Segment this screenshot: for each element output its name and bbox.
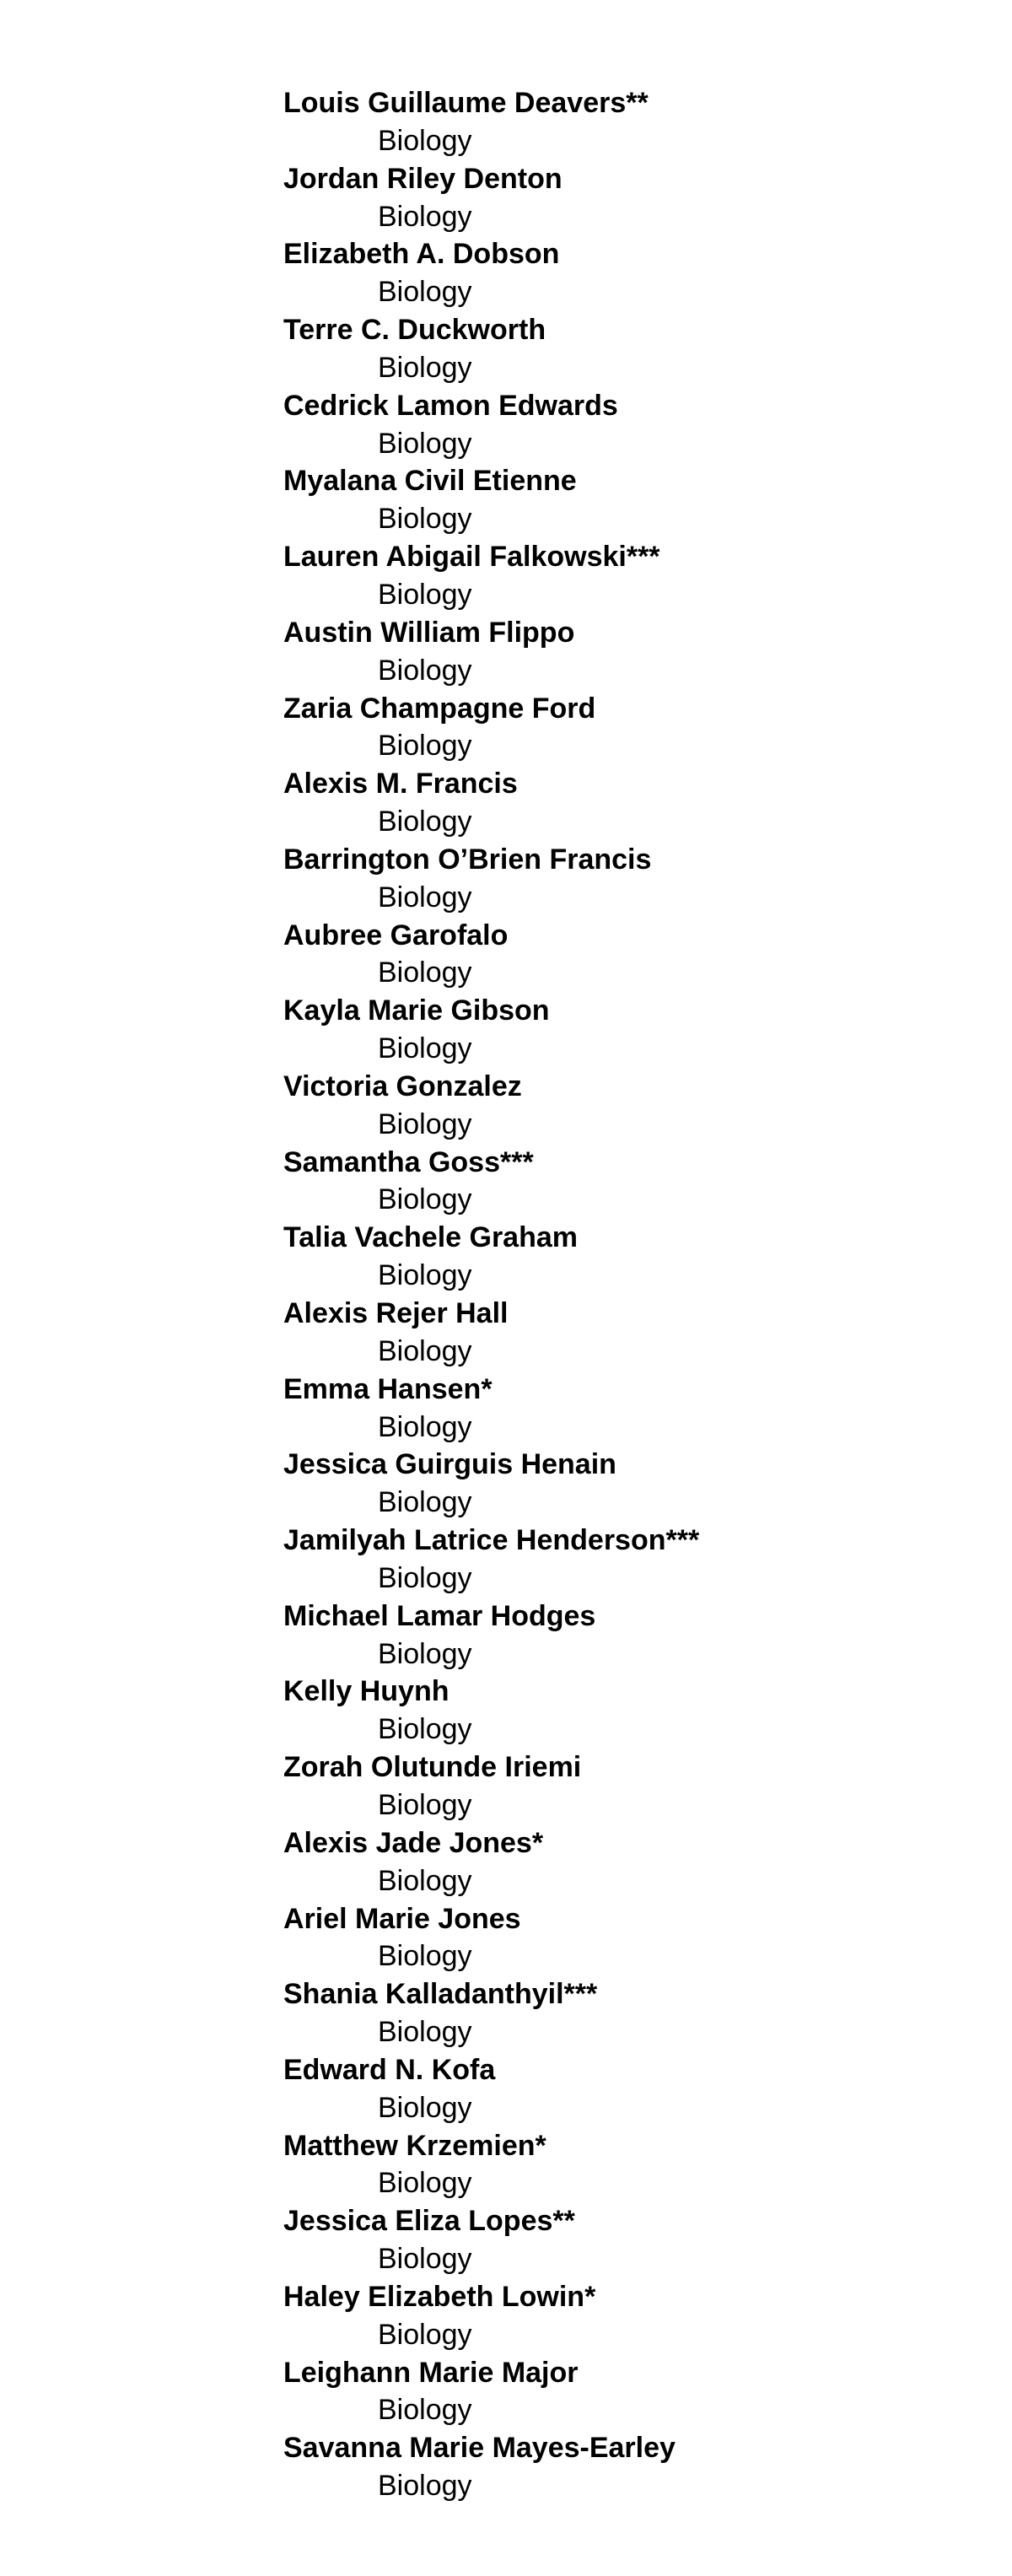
graduate-entry bbox=[283, 387, 958, 463]
graduate-name: Austin William Flippo bbox=[283, 616, 575, 649]
graduate-major: Biology bbox=[378, 2243, 472, 2276]
graduate-major: Biology bbox=[378, 957, 472, 989]
graduate-name: Savanna Marie Mayes-Earley bbox=[283, 2432, 676, 2465]
graduate-major: Biology bbox=[378, 654, 472, 687]
graduate-name: Myalana Civil Etienne bbox=[283, 465, 577, 498]
graduate-major: Biology bbox=[378, 200, 472, 233]
graduate-major: Biology bbox=[378, 1637, 472, 1670]
graduate-list bbox=[283, 84, 958, 2505]
graduate-entry bbox=[283, 1068, 958, 1144]
graduate-name: Alexis M. Francis bbox=[283, 768, 518, 800]
graduate-entry bbox=[283, 2429, 958, 2505]
graduate-major: Biology bbox=[378, 2318, 472, 2351]
graduate-major: Biology bbox=[378, 1940, 472, 1973]
graduate-major: Biology bbox=[378, 124, 472, 157]
graduate-major: Biology bbox=[378, 2167, 472, 2200]
graduate-name: Talia Vachele Graham bbox=[283, 1221, 578, 1254]
graduate-entry bbox=[283, 765, 958, 841]
graduate-major: Biology bbox=[378, 578, 472, 611]
graduate-major: Biology bbox=[378, 2016, 472, 2049]
graduate-major: Biology bbox=[378, 1486, 472, 1519]
graduate-entry bbox=[283, 1371, 958, 1447]
graduate-name: Victoria Gonzalez bbox=[283, 1070, 522, 1102]
graduate-major: Biology bbox=[378, 1032, 472, 1065]
graduate-name: Emma Hansen* bbox=[283, 1372, 493, 1405]
graduate-entry bbox=[283, 2127, 958, 2203]
graduate-name: Edward N. Kofa bbox=[283, 2053, 496, 2086]
graduate-name: Alexis Jade Jones* bbox=[283, 1826, 544, 1859]
graduate-name: Barrington O’Brien Francis bbox=[283, 843, 652, 876]
graduate-major: Biology bbox=[378, 1410, 472, 1443]
graduate-entry bbox=[283, 1446, 958, 1522]
graduate-entry bbox=[283, 1144, 958, 1220]
graduate-name: Zaria Champagne Ford bbox=[283, 692, 596, 725]
graduate-major: Biology bbox=[378, 1183, 472, 1216]
graduate-entry bbox=[283, 1900, 958, 1976]
graduate-major: Biology bbox=[378, 1334, 472, 1367]
graduate-name: Cedrick Lamon Edwards bbox=[283, 389, 618, 422]
graduate-entry bbox=[283, 2051, 958, 2127]
graduate-major: Biology bbox=[378, 1788, 472, 1821]
graduate-major: Biology bbox=[378, 276, 472, 309]
graduate-entry bbox=[283, 2202, 958, 2278]
graduate-entry bbox=[283, 538, 958, 614]
graduate-entry bbox=[283, 690, 958, 766]
graduate-name: Haley Elizabeth Lowin* bbox=[283, 2280, 596, 2313]
graduate-major: Biology bbox=[378, 1107, 472, 1140]
graduate-entry bbox=[283, 235, 958, 311]
graduate-name: Jordan Riley Denton bbox=[283, 162, 563, 195]
graduate-name: Leighann Marie Major bbox=[283, 2356, 579, 2389]
graduate-name: Lauren Abigail Falkowski*** bbox=[283, 541, 660, 574]
graduate-name: Matthew Krzemien* bbox=[283, 2129, 546, 2162]
graduate-major: Biology bbox=[378, 1864, 472, 1897]
graduate-name: Elizabeth A. Dobson bbox=[283, 238, 560, 271]
graduate-entry bbox=[283, 1598, 958, 1673]
graduate-major: Biology bbox=[378, 351, 472, 384]
graduate-name: Ariel Marie Jones bbox=[283, 1902, 521, 1935]
graduate-entry bbox=[283, 2354, 958, 2430]
graduate-name: Samantha Goss*** bbox=[283, 1145, 534, 1178]
graduate-name: Jessica Eliza Lopes** bbox=[283, 2205, 575, 2238]
graduate-name: Kelly Huynh bbox=[283, 1675, 449, 1708]
graduate-major: Biology bbox=[378, 427, 472, 460]
graduate-name: Louis Guillaume Deavers** bbox=[283, 87, 649, 119]
graduate-major: Biology bbox=[378, 1713, 472, 1746]
graduate-major: Biology bbox=[378, 881, 472, 913]
graduate-major: Biology bbox=[378, 2394, 472, 2427]
graduate-entry bbox=[283, 1975, 958, 2051]
graduate-major: Biology bbox=[378, 1561, 472, 1594]
graduate-name: Zorah Olutunde Iriemi bbox=[283, 1751, 582, 1784]
graduate-entry bbox=[283, 614, 958, 690]
graduate-entry bbox=[283, 1522, 958, 1598]
graduate-entry bbox=[283, 1749, 958, 1824]
graduate-name: Kayla Marie Gibson bbox=[283, 994, 550, 1027]
graduate-major: Biology bbox=[378, 503, 472, 536]
graduate-entry bbox=[283, 1824, 958, 1900]
graduate-entry bbox=[283, 1295, 958, 1371]
graduate-entry bbox=[283, 462, 958, 538]
graduate-entry bbox=[283, 917, 958, 993]
graduate-major: Biology bbox=[378, 806, 472, 838]
graduate-entry bbox=[283, 2278, 958, 2354]
graduate-name: Jessica Guirguis Henain bbox=[283, 1448, 616, 1481]
graduate-entry bbox=[283, 1219, 958, 1295]
graduate-entry bbox=[283, 992, 958, 1068]
graduate-entry bbox=[283, 841, 958, 917]
graduate-major: Biology bbox=[378, 730, 472, 763]
graduate-entry bbox=[283, 84, 958, 160]
graduate-entry bbox=[283, 160, 958, 236]
graduate-major: Biology bbox=[378, 1259, 472, 1292]
graduate-name: Terre C. Duckworth bbox=[283, 314, 546, 347]
graduate-major: Biology bbox=[378, 2091, 472, 2124]
graduate-name: Alexis Rejer Hall bbox=[283, 1297, 509, 1329]
graduate-major: Biology bbox=[378, 2470, 472, 2503]
graduate-name: Aubree Garofalo bbox=[283, 919, 509, 951]
graduate-name: Michael Lamar Hodges bbox=[283, 1599, 596, 1632]
graduate-entry bbox=[283, 1673, 958, 1749]
graduate-name: Jamilyah Latrice Henderson*** bbox=[283, 1524, 700, 1557]
graduate-name: Shania Kalladanthyil*** bbox=[283, 1978, 598, 2011]
graduate-entry bbox=[283, 311, 958, 387]
